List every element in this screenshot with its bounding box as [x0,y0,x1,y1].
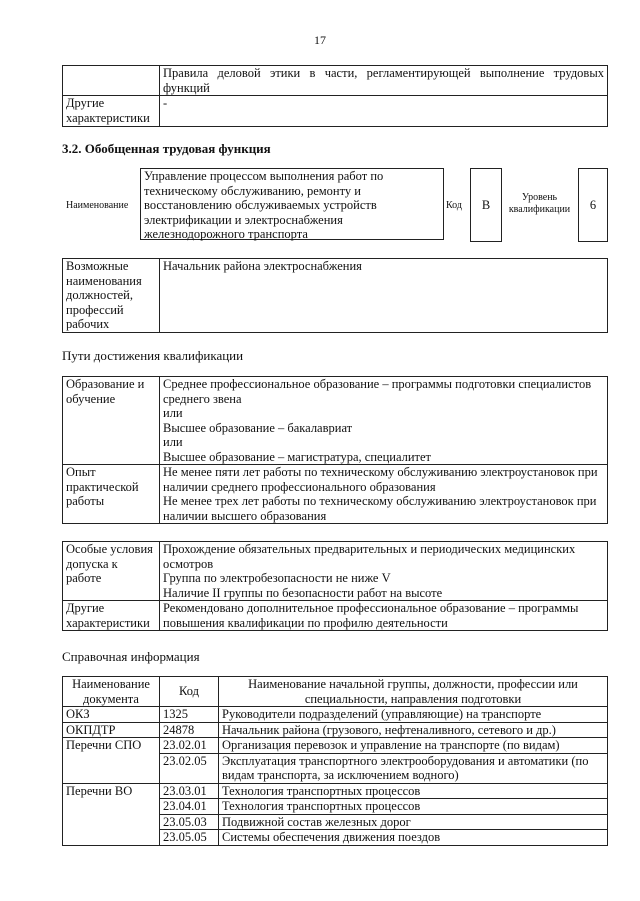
level-value: 6 [578,168,608,242]
empty-cell [63,66,160,96]
table-row [63,465,608,524]
name-label: Наименование [66,200,129,211]
education-line: Высшее образование – магистратура, специалитет [163,449,432,464]
name-cell: Эксплуатация транспортного электрооборудования и автоматики (по видам транспорта, за исключением водного) [219,753,608,783]
special-line: Группа по электробезопасности не ниже V [163,571,391,585]
other-label: Другие характеристики [63,96,160,127]
section-heading: 3.2. Обобщенная трудовая функция [62,141,271,156]
code-cell: 23.05.05 [160,830,219,846]
code-cell: 23.02.01 [160,738,219,754]
name-cell: Технология транспортных процессов [219,783,608,799]
name-cell: Системы обеспечения движения поездов [219,830,608,846]
table-row [63,601,608,631]
other-chars-value: Рекомендовано дополнительное профессиональное образование – программы повышения квалификации по профилю деятельности [160,601,608,631]
positions-label: Возможные наименования должностей, профессий рабочих [63,259,160,333]
code-cell: 23.02.05 [160,753,219,783]
table-row [63,96,608,127]
table-row [63,738,608,754]
positions-value: Начальник района электроснабжения [160,259,608,333]
table-header-row [63,677,608,707]
code-label: Код [446,200,462,211]
code-cell: 24878 [160,722,219,738]
experience-value [160,465,608,524]
special-label: Особые условия допуска к работе [63,542,160,601]
doc-cell: Перечни СПО [63,738,160,784]
special-line: Прохождение обязательных предварительных и периодических медицинских осмотров [163,542,576,571]
table-row [63,707,608,723]
education-line: Среднее профессиональное образование – программы подготовки специалистов среднего звена [163,377,592,406]
code-cell: 23.03.01 [160,783,219,799]
header-name: Наименование начальной группы, должности, профессии или специальности, направления подготовки [219,677,608,707]
conditions-table [62,541,608,631]
doc-cell: ОКЗ [63,707,160,723]
code-cell: 23.05.03 [160,814,219,830]
code-cell: 1325 [160,707,219,723]
other-chars-label: Другие характеристики [63,601,160,631]
name-cell: Руководители подразделений (управляющие) на транспорте [219,707,608,723]
education-line: Высшее образование – бакалавриат [163,420,353,435]
education-line: или [163,435,183,449]
education-value [160,377,608,465]
reference-heading: Справочная информация [62,649,200,664]
table-row [63,259,608,333]
name-cell: Технология транспортных процессов [219,799,608,815]
name-cell: Начальник района (грузового, нефтеналивного, сетевого и др.) [219,722,608,738]
positions-table [62,258,608,333]
doc-cell: ОКПДТР [63,722,160,738]
table-row [63,542,608,601]
reference-table [62,676,608,846]
function-header [62,168,608,242]
special-line: Наличие II группы по безопасности работ на высоте [163,585,443,600]
doc-cell: Перечни ВО [63,783,160,845]
special-value [160,542,608,601]
education-table [62,376,608,524]
code-cell: 23.04.01 [160,799,219,815]
experience-line: Не менее трех лет работы по техническому обслуживанию электроустановок при наличии высшего образования [163,494,597,523]
header-document: Наименование документа [63,677,160,707]
code-value: B [470,168,502,242]
table-row [63,66,608,96]
name-cell: Организация перевозок и управление на транспорте (по видам) [219,738,608,754]
other-value: - [160,96,608,127]
table-row [63,783,608,799]
experience-line: Не менее пяти лет работы по техническому обслуживанию электроустановок при наличии среднего профессионального образования [163,465,598,494]
paths-heading: Пути достижения квалификации [62,348,244,363]
education-line: или [163,406,183,420]
table-row [63,377,608,465]
education-label: Образование и обучение [63,377,160,465]
function-name: Управление процессом выполнения работ по техническому обслуживанию, ремонту и восстановлению обслуживаемых устройств электрификации и электроснабжения железнодорожного транспорта [140,168,444,240]
name-cell: Подвижной состав железных дорог [219,814,608,830]
ethics-text: Правила деловой этики в части, регламентирующей выполнение трудовых функций [160,66,608,96]
header-code: Код [160,677,219,707]
experience-label: Опыт практической работы [63,465,160,524]
table-row [63,722,608,738]
level-label: Уровень квалификации [508,192,571,215]
page-number: 17 [314,33,326,47]
top-table [62,65,608,127]
